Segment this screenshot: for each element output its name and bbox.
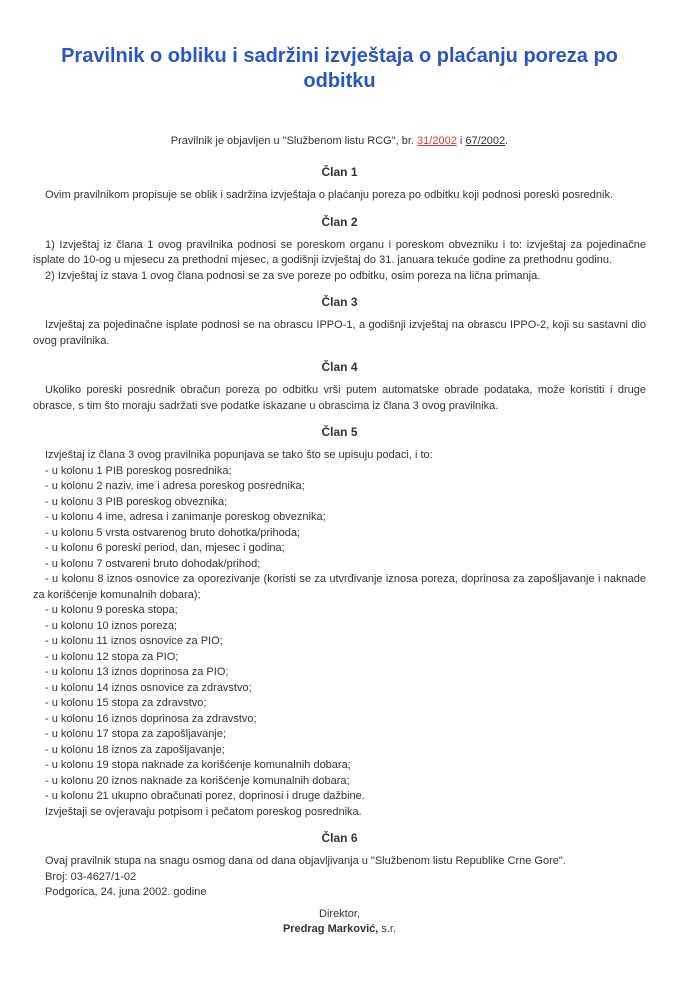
paragraph: - u kolonu 11 iznos osnovice za PIO; — [45, 635, 223, 647]
gazette-link-31-2002[interactable]: 31/2002 — [417, 135, 457, 147]
article-heading: Član 5 — [321, 425, 358, 439]
publication-note-middle: i — [456, 135, 466, 147]
article-heading: Član 6 — [321, 831, 358, 845]
paragraph: - u kolonu 21 ukupno obračunati porez, doprinosi i druge dažbine. — [45, 790, 365, 802]
articles-container — [33, 165, 646, 901]
publication-note-prefix: Pravilnik je objavljen u "Službenom listu RCG", br. — [170, 135, 418, 147]
paragraph: - u kolonu 9 poreska stopa; — [45, 604, 178, 616]
paragraph: - u kolonu 19 stopa naknade za korišćenje komunalnih dobara; — [45, 759, 351, 771]
paragraph: - u kolonu 12 stopa za PIO; — [45, 650, 179, 663]
paragraph: Izvještaj iz člana 3 ovog pravilnika popunjava se tako što se upisuju podaci, i to: — [45, 449, 433, 461]
signature-block — [33, 907, 646, 938]
paragraph: - u kolonu 18 iznos za zapošljavanje; — [45, 743, 225, 756]
publication-note — [33, 134, 646, 149]
paragraph: - u kolonu 15 stopa za zdravstvo; — [45, 697, 207, 709]
signature-name: Predrag Marković, — [282, 923, 379, 935]
page-title: Pravilnik o obliku i sadržini izvještaja o plaćanju poreza po odbitku — [61, 45, 618, 92]
gazette-link-67-2002[interactable]: 67/2002 — [465, 135, 506, 147]
paragraph: - u kolonu 1 PIB poreskog posrednika; — [45, 464, 232, 477]
paragraph: - u kolonu 10 iznos poreza; — [45, 619, 178, 632]
signature-suffix: s.r. — [378, 923, 397, 935]
paragraph: Izvještaji se ovjeravaju potpisom i pečatom poreskog posrednika. — [45, 805, 362, 818]
article-heading: Član 4 — [321, 360, 358, 374]
article-heading: Član 1 — [321, 165, 358, 179]
paragraph: - u kolonu 6 poreski period, dan, mjesec i godina; — [45, 542, 285, 554]
paragraph: - u kolonu 7 ostvareni bruto dohodak/prihod; — [45, 557, 261, 570]
paragraph: 2) Izvještaj iz stava 1 ovog člana podnosi se za sve poreze po odbitku, osim poreza na lična primanja. — [45, 269, 541, 282]
paragraph: Izvještaj za pojedinačne isplate podnosi se na obrascu IPPO-1, a godišnji izvještaj na obrascu IPPO-2, koji su sastavni dio ovog pravilnika. — [33, 319, 646, 347]
paragraph: 1) Izvještaj iz člana 1 ovog pravilnika podnosi se poreskom organu i poreskom obvezniku i to: izvještaj za pojedinačne isplate do 10-og u mjesecu za prethodni mjesec, a godišnji izvještaj do 31. januara tekuće godine za prethodnu godinu. — [33, 238, 646, 266]
paragraph: Ovim pravilnikom propisuje se oblik i sadržina izvještaja o plaćanju poreza po odbitku koji podnosi poreski posrednik. — [45, 189, 614, 201]
paragraph: - u kolonu 17 stopa za zapošljavanje; — [45, 728, 227, 740]
publication-note-suffix: . — [505, 135, 509, 147]
paragraph: - u kolonu 2 naziv, ime i adresa poreskog posrednika; — [45, 480, 305, 492]
signature-name-line — [33, 922, 646, 938]
paragraph: - u kolonu 5 vrsta ostvarenog bruto dohotka/prihoda; — [45, 526, 300, 539]
paragraph: Broj: 03-4627/1-02 — [45, 870, 137, 883]
paragraph: - u kolonu 14 iznos osnovice za zdravstvo; — [45, 681, 252, 694]
paragraph: - u kolonu 4 ime, adresa i zanimanje poreskog obveznika; — [45, 511, 326, 523]
paragraph: - u kolonu 3 PIB poreskog obveznika; — [45, 495, 228, 508]
article-heading: Član 2 — [321, 214, 358, 229]
paragraph: Ovaj pravilnik stupa na snagu osmog dana od dana objavljivanja u "Službenom listu Republike Crne Gore". — [45, 855, 566, 867]
article-heading: Član 3 — [321, 295, 358, 309]
document-page — [0, 44, 679, 1004]
paragraph: - u kolonu 8 iznos osnovice za oporezivanje (koristi se za utvrđivanje iznosa poreza, doprinosa za zapošljavanje i naknade za korišćenje komunalnih dobara); — [33, 573, 646, 601]
paragraph: Podgorica, 24. juna 2002. godine — [45, 886, 207, 898]
paragraph: - u kolonu 13 iznos doprinosa za PIO; — [45, 666, 229, 678]
signature-role: Direktor, — [319, 907, 360, 920]
paragraph: Ukoliko poreski posrednik obračun poreza po odbitku vrši putem automatske obrade podataka, može koristiti i druge obrasce, s tim što moraju sadržati sve podatke iskazane u obrascima iz člana 3 ovog pravilnika. — [33, 384, 646, 412]
paragraph: - u kolonu 16 iznos doprinosa za zdravstvo; — [45, 712, 257, 725]
paragraph: - u kolonu 20 iznos naknade za korišćenje komunalnih dobara; — [45, 774, 350, 787]
